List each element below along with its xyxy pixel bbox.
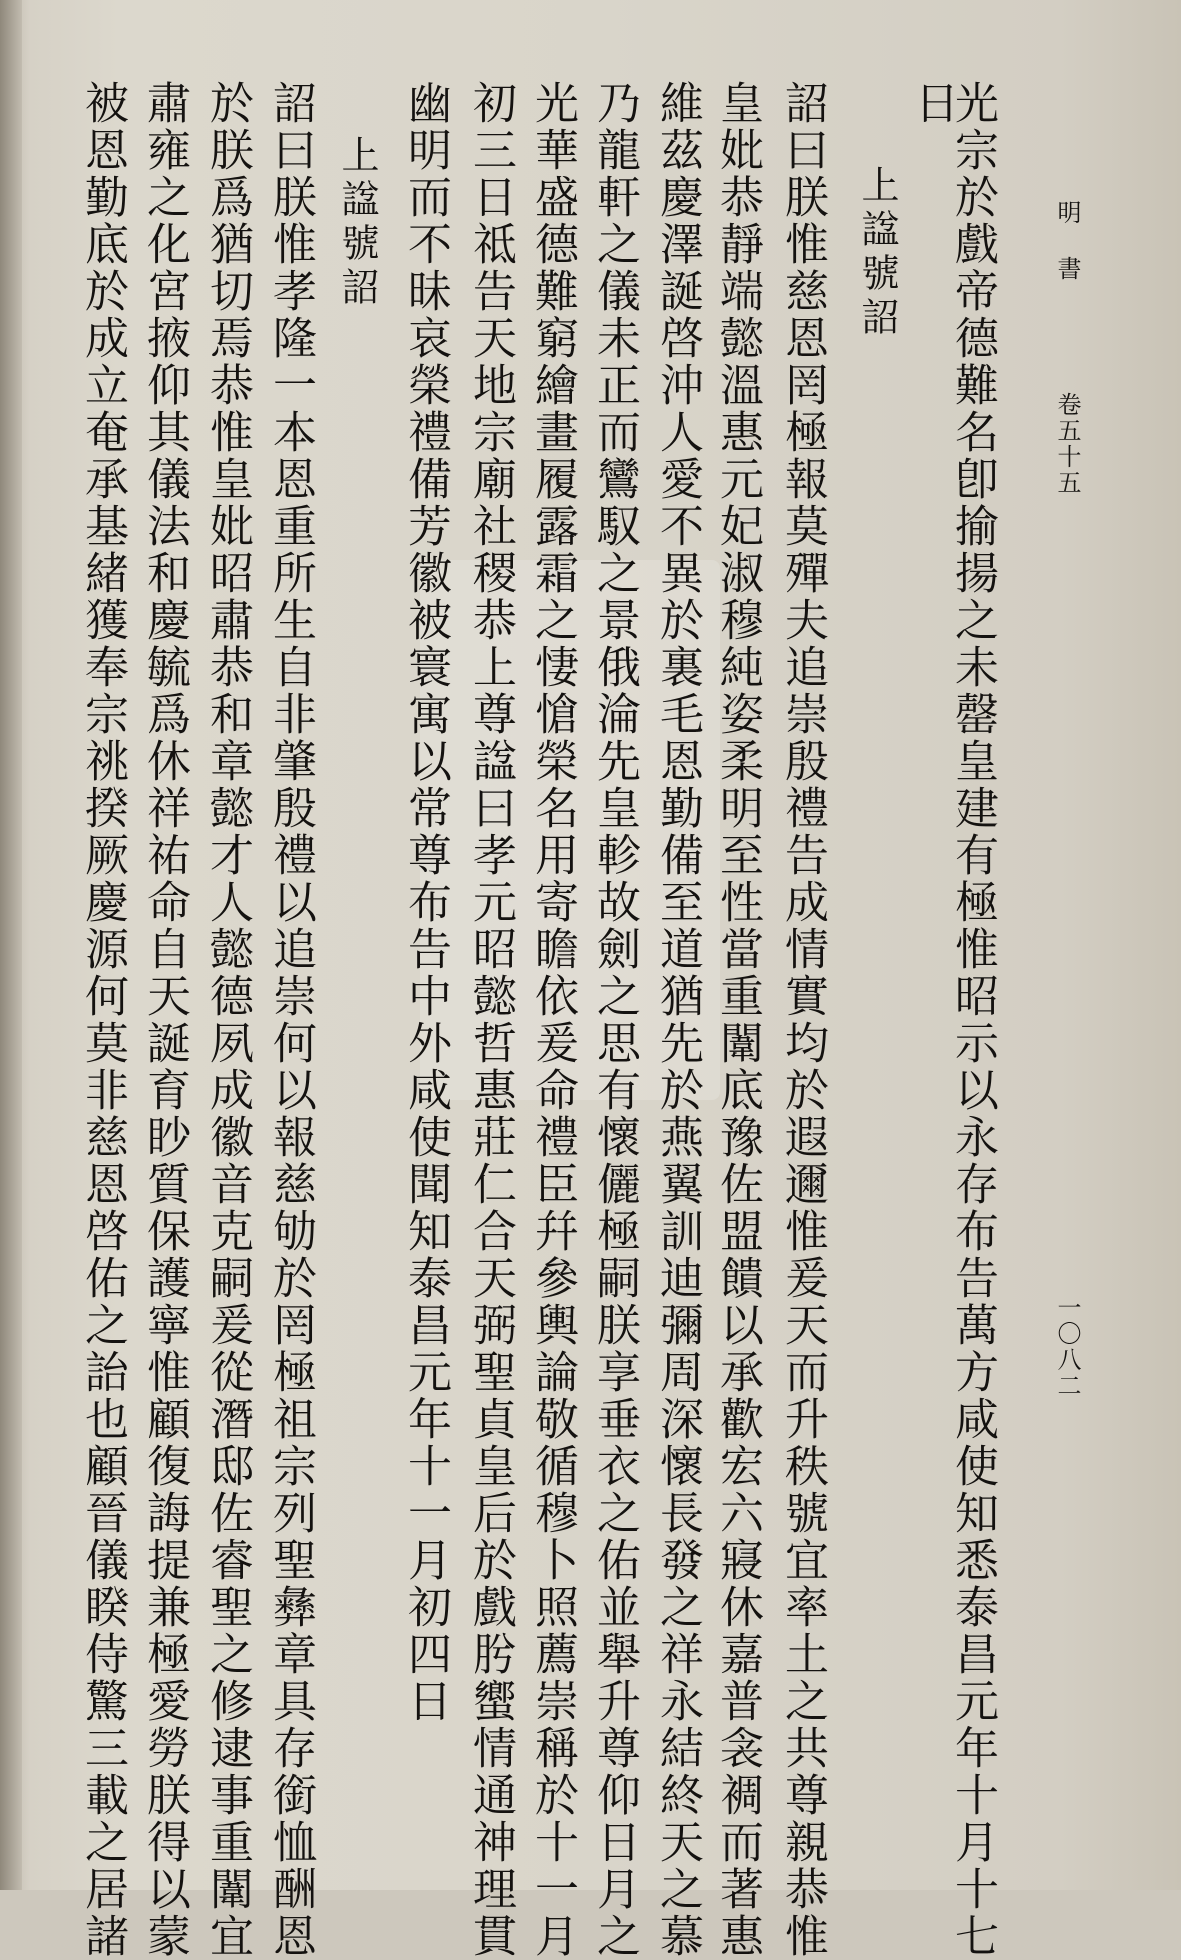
text-column-12: 肅雍之化宮掖仰其儀法和慶毓爲休祥祐命自天誕育眇質保護寧惟顧復誨提兼極愛勞朕得以蒙 <box>139 80 190 1960</box>
text-column-11: 於朕爲猶切焉恭惟皇妣昭肅恭和章懿才人懿德夙成徽音克嗣爰從潛邸佐睿聖之修逮事重闈宜 <box>202 80 253 1960</box>
text-column-9: 幽明而不昧哀榮禮備芳徽被寰寓以常尊布告中外咸使聞知泰昌元年十一月初四日 <box>400 80 451 1725</box>
section-title-1: 上諡號詔 <box>855 165 899 341</box>
text-column-1: 光宗於戲帝德難名卽揄揚之未罄皇建有極惟昭示以永存布告萬方咸使知悉泰昌元年十月十七 <box>947 80 998 1960</box>
book-title: 明 書 <box>1053 200 1081 282</box>
text-column-13: 被恩勤底於成立奄承基緒獲奉宗祧揆厥慶源何莫非慈恩啓佑之詒也顧晉儀睽侍驚三載之居諸 <box>77 80 128 1960</box>
text-column-7: 光華盛德難窮繪畫履露霜之悽愴榮名用寄瞻依爰命禮臣幷參輿論敬循穆卜照薦崇稱於十一月 <box>527 80 578 1960</box>
text-column-10: 詔曰朕惟孝隆一本恩重所生自非肇殷禮以追崇何以報慈劬於罔極祖宗列聖彝章具存銜恤酬恩 <box>265 80 316 1960</box>
text-column-4: 皇妣恭靜端懿溫惠元妃淑穆純姿柔明至性當重闈底豫佐盟饋以承歡宏六寢休嘉普衾裯而著惠 <box>712 80 763 1960</box>
text-column-6: 乃龍軒之儀未正而鸞馭之景俄淪先皇軫故劍之思有懷儷極嗣朕享垂衣之佑並舉升尊仰日月之 <box>589 80 640 1960</box>
text-column-8: 初三日祗告天地宗廟社稷恭上尊諡曰孝元昭懿哲惠莊仁合天弼聖貞皇后於戲肹蠁情通神理貫 <box>465 80 516 1960</box>
text-column-2: 日 <box>907 80 958 127</box>
page-number: 一〇八二 <box>1053 1295 1081 1399</box>
text-column-3: 詔曰朕惟慈恩罔極報莫殫夫追崇殷禮告成情實均於遐邇惟爰天而升秩號宜率土之共尊親恭惟 <box>777 80 828 1960</box>
volume-label: 卷五十五 <box>1053 392 1081 496</box>
text-column-5: 維茲慶澤誕啓沖人愛不異於裏毛恩勤備至道猶先於燕翼訓迪彌周深懷長發之祥永結終天之慕 <box>652 80 703 1960</box>
section-title-2: 上諡號詔 <box>335 135 379 311</box>
book-gutter <box>0 0 22 1890</box>
